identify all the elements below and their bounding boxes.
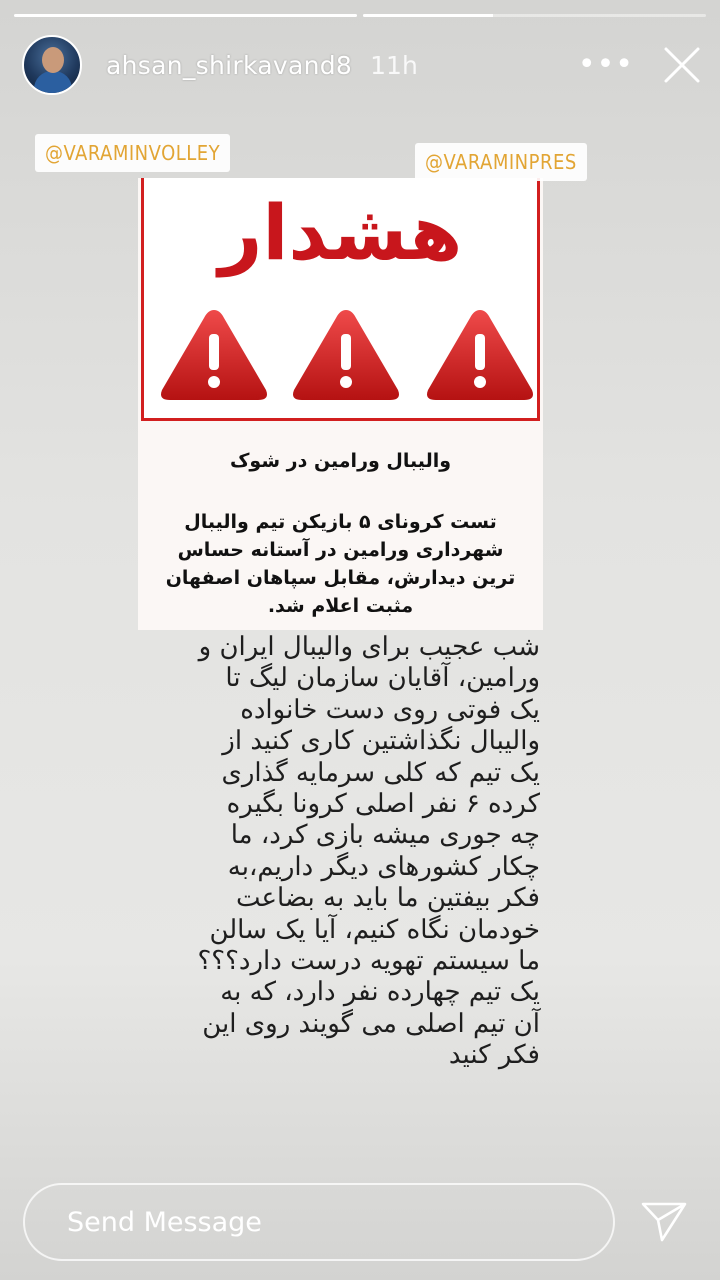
send-icon[interactable] <box>640 1200 688 1244</box>
handwritten-line: ورامین، آقایان سازمان لیگ تا <box>225 663 540 694</box>
handwritten-line: فکر کنید <box>448 1040 540 1071</box>
handwritten-line: آن تیم اصلی می گویند روی این <box>202 1008 540 1039</box>
avatar[interactable] <box>22 35 82 95</box>
handwritten-line: یک تیم که کلی سرمایه گذاری <box>221 757 540 788</box>
handwritten-line: ما سیستم تهویه درست دارد؟؟؟ <box>197 946 540 977</box>
more-options-icon[interactable]: ••• <box>577 47 634 82</box>
handwritten-line: چکار کشورهای دیگر داریم،به <box>227 851 540 882</box>
story-progress-fill <box>14 14 357 17</box>
send-message-field[interactable] <box>23 1183 615 1261</box>
handwritten-line: کرده ۶ نفر اصلی کرونا بگیره <box>226 789 540 820</box>
shared-post-card <box>138 178 543 630</box>
story-header <box>22 32 702 98</box>
handwritten-line: یک تیم چهارده نفر دارد، که به <box>220 977 540 1008</box>
warning-banner <box>141 178 540 421</box>
story-progress-fill <box>363 14 493 17</box>
warning-triangle-icon <box>158 306 270 404</box>
warning-title: هشدار <box>218 188 463 277</box>
post-headline: والیبال ورامین در شوک <box>229 450 452 472</box>
close-icon[interactable] <box>662 45 702 85</box>
post-time: 11h <box>370 50 418 80</box>
handwritten-line: فکر بیفتین ما باید به بضاعت <box>236 883 540 914</box>
handwritten-line: والیبال نگذاشتین کاری کنید از <box>222 726 540 757</box>
handwritten-note <box>170 632 540 1072</box>
mention-sticker-varaminpres[interactable]: @VARAMINPRES <box>415 143 587 181</box>
mention-sticker-varaminvolley[interactable]: @VARAMINVOLLEY <box>35 134 230 172</box>
post-body: تست کرونای ۵ بازیکن تیم والیبال شهرداری ورامین در آستانه حساس ترین دیدارش، مقابل سپاهان اصفهان مثبت اعلام شد. <box>165 511 516 617</box>
story-progress-segment <box>363 14 706 17</box>
handwritten-line: شب عجیب برای والیبال ایران و <box>198 632 540 662</box>
story-progress-segment <box>14 14 357 17</box>
warning-triangle-icon <box>424 306 536 404</box>
message-input[interactable] <box>65 1206 613 1239</box>
handwritten-line: چه جوری میشه بازی کرد، ما <box>230 820 540 851</box>
handwritten-line: یک فوتی روی دست خانواده <box>240 694 540 725</box>
warning-triangle-icon <box>290 306 402 404</box>
handwritten-line: خودمان نگاه کنیم، آیا یک سالن <box>209 914 540 945</box>
username[interactable]: ahsan_shirkavand8 <box>106 50 353 80</box>
story-progress-bar <box>14 14 706 17</box>
